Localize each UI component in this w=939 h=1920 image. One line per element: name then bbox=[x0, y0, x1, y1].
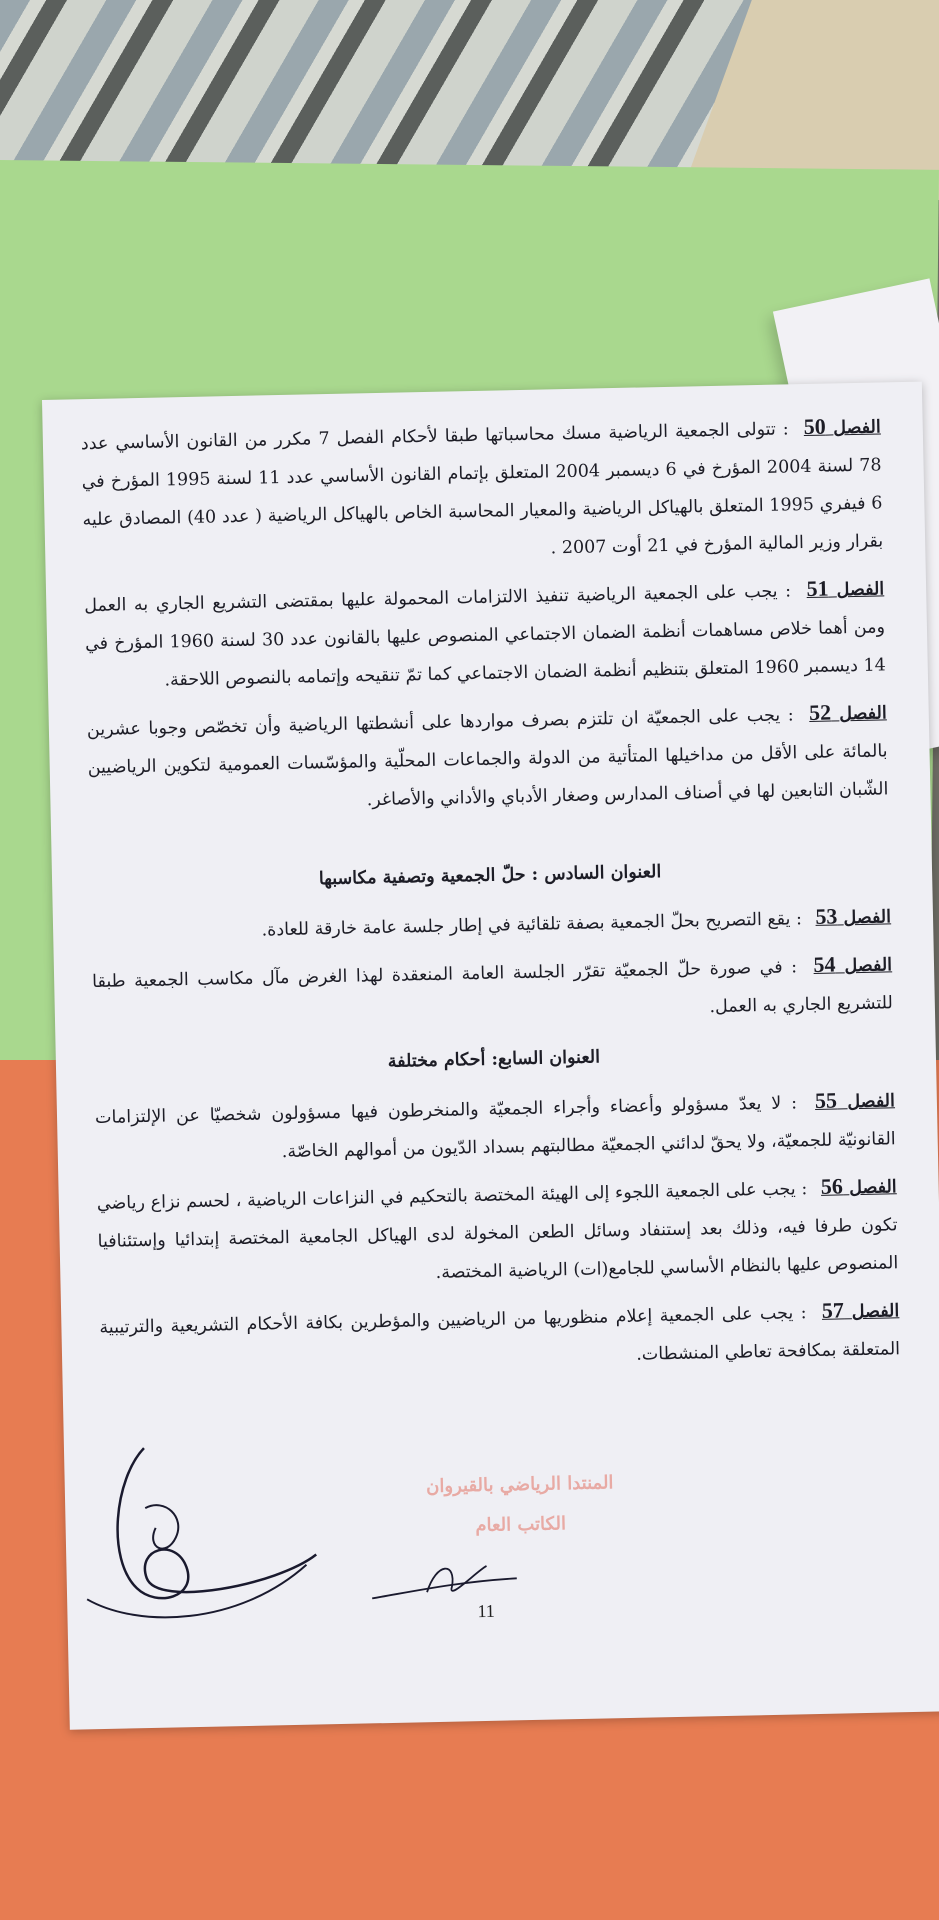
article-57: الفصل 57 : يجب على الجمعية إعلام منظوريها من الرياضيين والمؤطرين بكافة الأحكام التشريعية والترتيبية المتعلقة بمكافحة تعاطي المنشطات. bbox=[99, 1297, 901, 1365]
handwritten-signature bbox=[74, 1434, 338, 1639]
section-heading-7: العنوان السابع: أحكام مختلفة bbox=[387, 1047, 601, 1072]
article-text: تتولى الجمعية الرياضية مسك محاسباتها طبقا لأحكام الفصل 7 مكرر من القانون الأساسي عدد 78 لسنة 2004 المؤرخ في 6 ديسمبر 2004 المتعلق بإتمام القانون الأساسي عدد 11 لسنة 1995 المؤرخ في 6 فيفري 1995 المتعلق بالهياكل الرياضية والمعيار المحاسبة الخاص بالهياكل الرياضية ( عدد 40) المصادق عليه بقرار وزير المالية المؤرخ في 21 أوت 2007 . bbox=[80, 419, 884, 559]
article-54: الفصل 54 : في صورة حلّ الجمعيّة تقرّر الجلسة العامة المنعقدة لهذا الغرض مآل مكاسب الجمعية طبقا للتشريع الجاري به العمل. bbox=[91, 951, 894, 1018]
article-text: يقع التصريح بحلّ الجمعية بصفة تلقائية في إطار جلسة عامة خارقة للعادة. bbox=[261, 909, 791, 941]
article-text: يجب على الجمعية اللجوء إلى الهيئة المختصة بالتحكيم في النزاعات الرياضية ، لحسم نزاع رياضي تكون طرفا فيه، وذلك بعد إستنفاد وسائل الطعن المخولة لدى الهياكل الجامعية المختصة إبتدائيا وإستئنافيا المنصوص عليها بالنظام الأساسي للجامع(ات) الرياضية المختصة. bbox=[96, 1179, 899, 1283]
document-page bbox=[42, 382, 939, 1730]
article-heading: الفصل 52 bbox=[808, 699, 887, 726]
article-51: الفصل 51 : يجب على الجمعية الرياضية تنفيذ الالتزامات المحمولة عليها بمقتضى التشريع الجاري به العمل ومن أهما خلاص مساهمات أنظمة الضمان الاجتماعي المنصوص عليها بالقانون عدد 30 لسنة 1960 المؤرخ في 14 ديسمبر 1960 المتعلق بتنظيم أنظمة الضمان الاجتماعي كما تمّ تنقيحه وإتمامه بالنصوص اللاحقة. bbox=[84, 575, 886, 691]
article-text: يجب على الجمعية إعلام منظوريها من الرياضيين والمؤطرين بكافة الأحكام التشريعية والترتيبية المتعلقة بمكافحة تعاطي المنشطات. bbox=[99, 1303, 901, 1365]
secondary-signature bbox=[366, 1550, 527, 1613]
section-heading-6: العنوان السادس : حلّ الجمعية وتصفية مكاسبها bbox=[318, 862, 662, 890]
official-stamp: المنتدا الرياضي بالقيروان الكاتب العام bbox=[425, 1472, 614, 1537]
article-53: الفصل 53 : يقع التصريح بحلّ الجمعية بصفة تلقائية في إطار جلسة عامة خارقة للعادة. bbox=[261, 903, 892, 941]
article-heading: الفصل 57 bbox=[821, 1297, 900, 1323]
article-52: الفصل 52 : يجب على الجمعيّة ان تلتزم بصرف مواردها على أنشطتها الرياضية وأن تخصّص وجوبا عشرين بالمائة على الأقل من مداخيلها المتأتية من الدولة والجماعات المحلّية والمؤسّسات العمومية لتكوين الرياضيين الشّبان التابعين لها في أصناف المدارس وصغار الأدباي والأداني والأصاغر. bbox=[86, 699, 889, 811]
article-56: الفصل 56 : يجب على الجمعية اللجوء إلى الهيئة المختصة بالتحكيم في النزاعات الرياضية ، لحسم نزاع رياضي تكون طرفا فيه، وذلك بعد إستنفاد وسائل الطعن المخولة لدى الهياكل الجامعية المختصة إبتدائيا وإستئنافيا المنصوص عليها بالنظام الأساسي للجامع(ات) الرياضية المختصة. bbox=[96, 1173, 899, 1283]
article-heading: الفصل 51 bbox=[806, 575, 885, 602]
article-heading: الفصل 53 bbox=[815, 903, 892, 929]
article-heading: الفصل 55 bbox=[814, 1087, 896, 1113]
article-50: الفصل 50 : تتولى الجمعية الرياضية مسك محاسباتها طبقا لأحكام الفصل 7 مكرر من القانون الأساسي عدد 78 لسنة 2004 المؤرخ في 6 ديسمبر 2004 المتعلق بإتمام القانون الأساسي عدد 11 لسنة 1995 المؤرخ في 6 فيفري 1995 المتعلق بالهياكل الرياضية والمعيار المحاسبة الخاص بالهياكل الرياضية ( عدد 40) المصادق عليه بقرار وزير المالية المؤرخ في 21 أوت 2007 . bbox=[80, 413, 884, 559]
article-text: لا يعدّ مسؤولو وأعضاء وأجراء الجمعيّة والمنخرطون فيها مسؤولون شخصيّا عن الإلتزامات القانونيّة للجمعيّة، ولا يحقّ لدائني الجمعيّة مطالبتهم بسداد الدّيون من أموالهم الخاصّة. bbox=[94, 1093, 896, 1163]
article-text: يجب على الجمعية الرياضية تنفيذ الالتزامات المحمولة عليها بمقتضى التشريع الجاري به العمل ومن أهما خلاص مساهمات أنظمة الضمان الاجتماعي المنصوص عليها بالقانون عدد 30 لسنة 1960 المؤرخ في 14 ديسمبر 1960 المتعلق بتنظيم أنظمة الضمان الاجتماعي كما تمّ تنقيحه وإتمامه بالنصوص اللاحقة. bbox=[84, 581, 886, 691]
page-number: 11 bbox=[477, 1600, 496, 1622]
article-55: الفصل 55 : لا يعدّ مسؤولو وأعضاء وأجراء الجمعيّة والمنخرطون فيها مسؤولون شخصيّا عن الإلتزامات القانونيّة للجمعيّة، ولا يحقّ لدائني الجمعيّة مطالبتهم بسداد الدّيون من أموالهم الخاصّة. bbox=[94, 1087, 896, 1163]
document-body bbox=[80, 406, 900, 1393]
article-heading: الفصل 56 bbox=[820, 1173, 897, 1199]
article-heading: الفصل 54 bbox=[813, 951, 893, 977]
article-heading: الفصل 50 bbox=[803, 413, 881, 440]
article-text: في صورة حلّ الجمعيّة تقرّر الجلسة العامة المنعقدة لهذا الغرض مآل مكاسب الجمعية طبقا للتشريع الجاري به العمل. bbox=[91, 957, 894, 1018]
article-text: يجب على الجمعيّة ان تلتزم بصرف مواردها على أنشطتها الرياضية وأن تخصّص وجوبا عشرين بالمائة على الأقل من مداخيلها المتأتية من الدولة والجماعات المحلّية والمؤسّسات العمومية لتكوين الرياضيين الشّبان التابعين لها في أصناف المدارس وصغار الأدباي والأداني والأصاغر. bbox=[86, 705, 889, 811]
